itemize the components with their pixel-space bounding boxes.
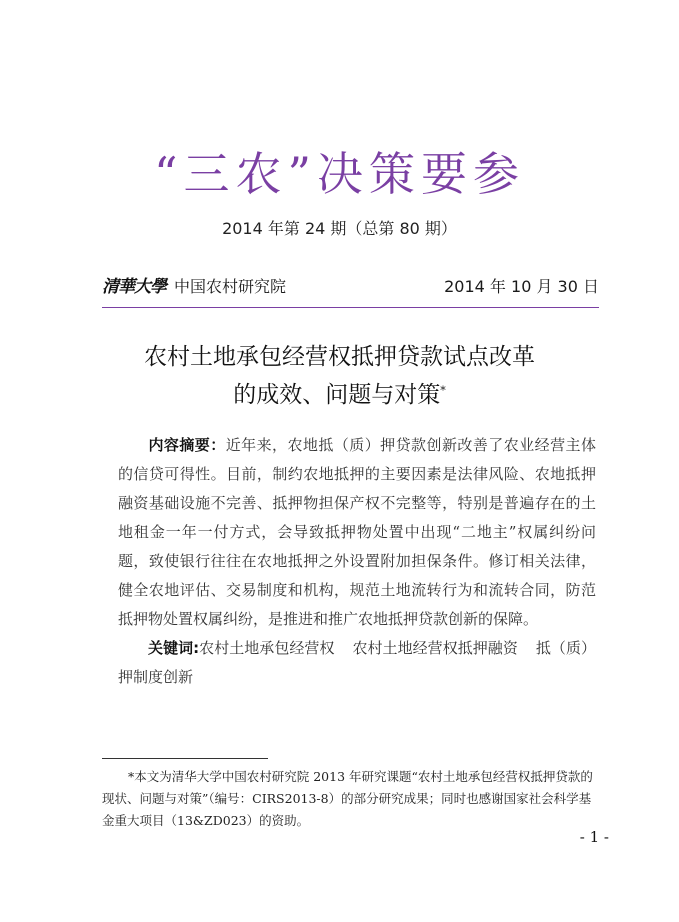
footnote — [102, 766, 594, 832]
publisher — [102, 272, 286, 297]
abstract — [118, 431, 596, 692]
article-title — [0, 338, 679, 414]
abstract-label: 内容摘要： — [148, 436, 226, 454]
masthead-title: “三农”决策要参 — [153, 147, 526, 201]
institute-name: 中国农村研究院 — [174, 277, 287, 296]
keyword-item: 农村土地经营权抵押融资 — [352, 639, 518, 657]
header-divider — [102, 307, 599, 308]
keyword-item: 抵（质）押制度创新 — [118, 639, 596, 686]
university-logo: 清華大學 — [102, 277, 166, 297]
title-line-1: 农村土地承包经营权抵押贷款试点改革 — [144, 344, 535, 370]
abstract-paragraph — [118, 431, 596, 634]
issue-number: 2014 年第 24 期（总第 80 期） — [222, 219, 457, 238]
keywords — [118, 634, 596, 692]
keyword-item: 农村土地承包经营权 — [199, 639, 335, 657]
title-line-2: 的成效、问题与对策 — [233, 382, 441, 408]
footnote-text: *本文为清华大学中国农村研究院 2013 年研究课题“农村土地承包经营权抵押贷款的现状、问题与对策”（编号：CIRS2013-8）的部分研究成果；同时也感谢国家社会科学基金重大项目（13&ZD023）的资助。 — [102, 769, 593, 828]
publication-date: 2014 年 10 月 30 日 — [444, 277, 599, 296]
keywords-label: 关键词: — [148, 639, 200, 657]
footnote-divider — [102, 758, 268, 759]
footnote-marker: * — [440, 384, 446, 397]
publisher-row — [102, 272, 599, 297]
page-number: - 1 - — [579, 828, 609, 846]
abstract-text: 近年来，农地抵（质）押贷款创新改善了农业经营主体的信贷可得性。目前，制约农地抵押的主要因素是法律风险、农地抵押融资基础设施不完善、抵押物担保产权不完整等，特别是普遍存在的土地租金一年一付方式，会导致抵押物处置中出现“二地主”权属纠纷问题，致使银行往往在农地抵押之外设置附加担保条件。修订相关法律，健全农地评估、交易制度和机构，规范土地流转行为和流转合同，防范抵押物处置权属纠纷，是推进和推广农地抵押贷款创新的保障。 — [118, 436, 596, 628]
